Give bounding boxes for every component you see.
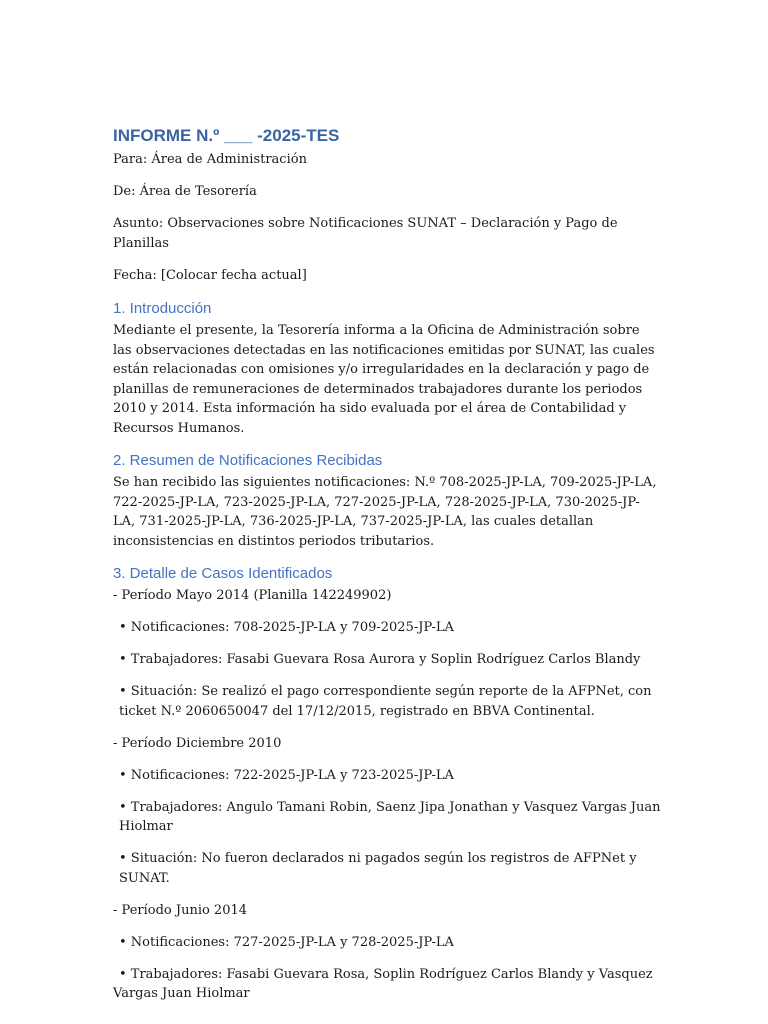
meta-para: Para: Área de Administración	[113, 152, 307, 167]
case-period: - Período Mayo 2014 (Planilla 142249902)	[113, 588, 392, 603]
section-heading-detalle: 3. Detalle de Casos Identificados	[113, 565, 333, 582]
section-heading-intro: 1. Introducción	[113, 300, 212, 317]
section-body-resumen: Se han recibido las siguientes notificaciones: N.º 708-2025-JP-LA, 709-2025-JP-LA, 722-2025-JP-LA, 723-2025-JP-LA, 727-2025-JP-LA, 728-2025-JP-LA, 730-2025-JP-LA, 731-2025-JP-LA, 736-2025-JP-LA, 737-2025-JP-LA, las cuales detallan inconsistencias en distintos periodos tributarios.	[113, 475, 657, 549]
section-heading-resumen: 2. Resumen de Notificaciones Recibidas	[113, 452, 383, 469]
case-trabajadores: • Trabajadores: Angulo Tamani Robin, Saenz Jipa Jonathan y Vasquez Vargas Juan Hiolmar	[119, 799, 661, 834]
case-trabajadores: • Trabajadores: Fasabi Guevara Rosa Aurora y Soplin Rodríguez Carlos Blandy	[119, 652, 641, 667]
meta-asunto: Asunto: Observaciones sobre Notificaciones SUNAT – Declaración y Pago de Planillas	[113, 216, 618, 251]
case-period: - Período Diciembre 2010	[113, 735, 282, 751]
section-body-intro: Mediante el presente, la Tesorería informa a la Oficina de Administración sobre las observaciones detectadas en las notificaciones emitidas por SUNAT, las cuales están relacionadas con omisiones y/o irregularidades en la declaración y pago de planillas de remuneraciones de determinados trabajadores durante los periodos 2010 y 2014. Esta información ha sido evaluada por el área de Contabilidad y Recursos Humanos.	[113, 323, 655, 436]
case-situacion: • Situación: No fueron declarados ni pagados según los registros de AFPNet y SUNAT.	[119, 851, 637, 886]
case-period: - Período Junio 2014	[113, 902, 248, 918]
case-situacion: • Situación: Se realizó el pago correspondiente según reporte de la AFPNet, con ticket N.º 2060650047 del 17/12/2015, registrado en BBVA Continental.	[119, 684, 652, 719]
case-notificaciones: • Notificaciones: 727-2025-JP-LA y 728-2025-JP-LA	[119, 934, 454, 950]
meta-fecha: Fecha: [Colocar fecha actual]	[113, 267, 307, 283]
case-notificaciones: • Notificaciones: 708-2025-JP-LA y 709-2025-JP-LA	[119, 620, 454, 635]
case-notificaciones: • Notificaciones: 722-2025-JP-LA y 723-2025-JP-LA	[119, 767, 454, 783]
case-trabajadores: • Trabajadores: Fasabi Guevara Rosa, Soplin Rodríguez Carlos Blandy y Vasquez Vargas Juan Hiolmar	[113, 966, 653, 1001]
report-title: INFORME N.º ___ -2025-TES	[113, 126, 340, 145]
report-body	[113, 124, 661, 1016]
meta-de: De: Área de Tesorería	[113, 184, 257, 199]
